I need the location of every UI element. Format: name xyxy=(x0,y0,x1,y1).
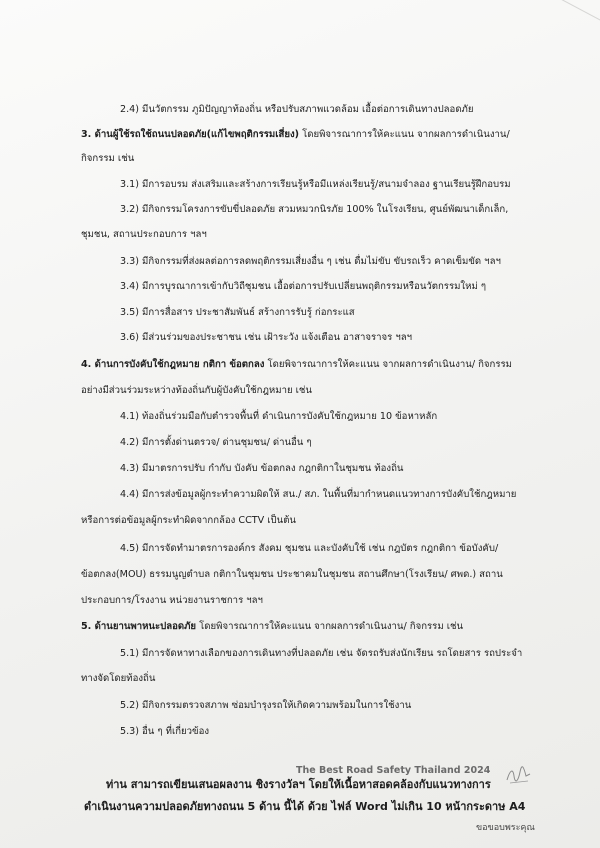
section-3-criteria: โดยพิจารณาการให้คะแนน จากผลการดำเนินงาน/ xyxy=(302,129,510,140)
item-4-3: 4.3) มีมาตรการปรับ กำกับ บังคับ ข้อตกลง กฎกติกาในชุมชน ท้องถิ่น xyxy=(120,463,404,474)
item-3-2: 3.2) มีกิจกรรมโครงการขับขี่ปลอดภัย สวมหมวกนิรภัย 100% ในโรงเรียน, ศูนย์พัฒนาเด็กเล็ก, xyxy=(120,204,509,215)
closing-thanks: ขอขอบพระคุณ xyxy=(476,823,535,833)
item-3-1: 3.1) มีการอบรม ส่งเสริมและสร้างการเรียนรู้หรือมีแหล่งเรียนรู้/สนามจำลอง ฐานเรียนรู้ฝึกอบรม xyxy=(120,179,511,190)
item-2-4: 2.4) มีนวัตกรรม ภูมิปัญญาท้องถิ่น หรือปรับสภาพแวดล้อม เอื้อต่อการเดินทางปลอดภัย xyxy=(120,104,474,115)
section-5-heading xyxy=(81,620,463,633)
item-5-3: 5.3) อื่น ๆ ที่เกี่ยวข้อง xyxy=(120,726,210,737)
section-3-title: 3. ด้านผู้ใช้รถใช้ถนนปลอดภัย(แก้ไขพฤติกรรมเสี่ยง) xyxy=(81,129,300,140)
section-5-title: 5. ด้านยานพาหนะปลอดภัย xyxy=(81,621,197,632)
item-4-1: 4.1) ท้องถิ่นร่วมมือกับตำรวจพื้นที่ ดำเนินการบังคับใช้กฎหมาย 10 ข้อหาหลัก xyxy=(120,411,438,422)
item-4-4-cont: หรือการต่อข้อมูลผู้กระทำผิดจากกล้อง CCTV เป็นต้น xyxy=(81,515,296,526)
item-5-2: 5.2) มีกิจกรรมตรวจสภาพ ซ่อมบำรุงรถให้เกิดความพร้อมในการใช้งาน xyxy=(120,700,412,711)
paper-fold-mark xyxy=(390,0,600,31)
footer-title: The Best Road Safety Thailand 2024 xyxy=(296,765,491,776)
closing-line-2: ดำเนินงานความปลอดภัยทางถนน 5 ด้าน นี้ได้ ด้วย ไฟล์ Word ไม่เกิน 10 หน้ากระดาษ A4 xyxy=(84,800,526,813)
section-4-heading-cont: อย่างมีส่วนร่วมระหว่างท้องถิ่นกับผู้บังคับใช้กฎหมาย เช่น xyxy=(81,385,312,396)
section-4-title: 4. ด้านการบังคับใช้กฎหมาย กติกา ข้อตกลง xyxy=(81,359,265,370)
section-3-heading-cont: กิจกรรม เช่น xyxy=(81,153,135,164)
item-3-4: 3.4) มีการบูรณาการเข้ากับวิถีชุมชน เอื้อต่อการปรับเปลี่ยนพฤติกรรมหรือนวัตกรรมใหม่ ๆ xyxy=(120,281,486,292)
item-5-1: 5.1) มีการจัดหาทางเลือกของการเดินทางที่ปลอดภัย เช่น จัดรถรับส่งนักเรียน รถโดยสาร รถประจำ xyxy=(120,648,523,659)
item-4-5: 4.5) มีการจัดทำมาตรการองค์กร สังคม ชุมชน และบังคับใช้ เช่น กฎบัตร กฎกติกา ข้อบังคับ/ xyxy=(120,543,499,554)
item-3-6: 3.6) มีส่วนร่วมของประชาชน เช่น เฝ้าระวัง แจ้งเตือน อาสาจราจร ฯลฯ xyxy=(120,332,412,343)
item-3-5: 3.5) มีการสื่อสาร ประชาสัมพันธ์ สร้างการรับรู้ ก่อกระแส xyxy=(120,307,355,318)
item-4-5-cont-1: ข้อตกลง(MOU) ธรรมนูญตำบล กติกาในชุมชน ประชาคมในชุมชน สถานศึกษา(โรงเรียน/ ศพด.) สถาน xyxy=(81,569,503,580)
item-3-3: 3.3) มีกิจกรรมที่ส่งผลต่อการลดพฤติกรรมเสี่ยงอื่น ๆ เช่น ดื่มไม่ขับ ขับรถเร็ว คาดเข็มขัด ฯลฯ xyxy=(120,256,501,267)
closing-line-1: ท่าน สามารถเขียนเสนอผลงาน ชิงรางวัลฯ โดยให้เนื้อหาสอดคล้องกับแนวทางการ xyxy=(106,778,491,791)
item-5-1-cont: ทางจัดโดยท้องถิ่น xyxy=(81,673,156,684)
section-4-criteria: โดยพิจารณาการให้คะแนน จากผลการดำเนินงาน/ กิจกรรม xyxy=(267,359,512,370)
section-4-heading xyxy=(81,358,512,371)
section-5-criteria: โดยพิจารณาการให้คะแนน จากผลการดำเนินงาน/ กิจกรรม เช่น xyxy=(199,621,464,632)
item-4-5-cont-2: ประกอบการ/โรงงาน หน่วยงานราชการ ฯลฯ xyxy=(81,595,263,606)
section-3-heading xyxy=(81,128,510,141)
item-4-2: 4.2) มีการตั้งด่านตรวจ/ ด่านชุมชน/ ด่านอื่น ๆ xyxy=(120,437,312,448)
item-3-2-cont: ชุมชน, สถานประกอบการ ฯลฯ xyxy=(81,229,207,240)
signature-mark xyxy=(504,764,534,786)
item-4-4: 4.4) มีการส่งข้อมูลผู้กระทำความผิดให้ สน./ สภ. ในพื้นที่มากำหนดแนวทางการบังคับใช้กฎหมาย xyxy=(120,489,517,500)
